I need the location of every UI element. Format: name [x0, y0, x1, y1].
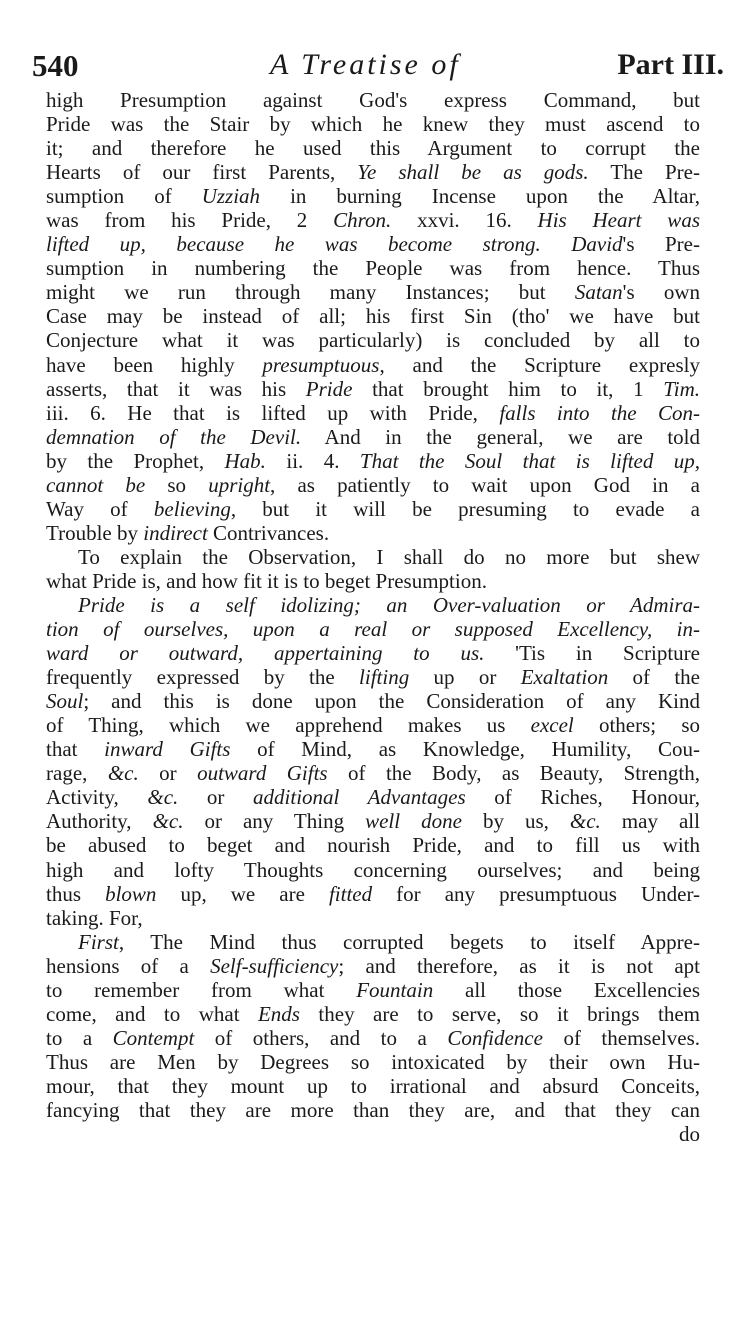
italic-text: Self-sufficiency [210, 953, 339, 978]
italic-text: &c. [147, 785, 179, 810]
italic-text: Chron. [333, 208, 392, 233]
text-span: to a [46, 1025, 113, 1050]
text-line [46, 858, 700, 882]
text-line [46, 88, 700, 112]
italic-text: Tim. [663, 376, 700, 401]
italic-text: Pride [305, 376, 353, 401]
text-span: by us, [461, 809, 570, 834]
part-label: Part III. [617, 48, 724, 81]
text-span: Case may be instead of all; his first Sin (tho' we have but [46, 304, 700, 329]
italic-text: falls into the Con- [499, 400, 701, 425]
text-span: have been highly [46, 352, 263, 377]
italic-text: Satan [574, 280, 623, 305]
text-span: they are to serve, so it brings them [299, 1001, 701, 1026]
text-span: iii. 6. He that is lifted up with Pride, [46, 400, 500, 425]
text-span: hensions of a [46, 953, 211, 978]
italic-text: Ends [257, 1001, 300, 1026]
text-span: And in the general, we are told [301, 424, 701, 449]
text-line [46, 569, 700, 593]
text-span: sumption of [46, 184, 202, 209]
italic-text: demnation of the Devil. [46, 424, 302, 449]
italic-text: Confidence [447, 1025, 543, 1050]
italic-text: believing [153, 496, 231, 521]
italic-text: lifting [359, 665, 410, 690]
text-line [46, 978, 700, 1002]
text-line [46, 593, 700, 617]
text-span: mour, that they mount up to irrational and absurd Conceits, [46, 1073, 700, 1098]
text-span: by the Prophet, [46, 448, 225, 473]
text-span: , and the Scripture expresly [379, 352, 701, 377]
text-line [46, 473, 700, 497]
text-span: of Thing, which we apprehend makes us [46, 713, 531, 738]
text-span: Pride was the Stair by which he knew they must ascend to [46, 112, 700, 137]
text-span: Way of [46, 496, 154, 521]
text-line [46, 713, 700, 737]
text-span: of the [608, 665, 700, 690]
text-line [46, 304, 700, 328]
text-span: may all [600, 809, 700, 834]
text-span: ; and therefore, as it is not apt [338, 953, 700, 978]
text-line [46, 112, 700, 136]
text-line [46, 545, 700, 569]
italic-text: excel [530, 713, 574, 738]
italic-text: cannot be [46, 472, 146, 497]
text-span: thus [46, 881, 106, 906]
text-line [46, 136, 700, 160]
text-span: all those Excellencies [433, 977, 700, 1002]
text-span: others; so [573, 713, 701, 738]
text-span: might we run through many Instances; but [46, 280, 575, 305]
text-span: frequently expressed by the [46, 665, 360, 690]
text-line [46, 906, 700, 930]
text-span: that brought him to it, 1 [352, 376, 664, 401]
italic-text: fitted [328, 881, 373, 906]
text-span: be abused to beget and nourish Pride, and to fill us with [46, 833, 700, 858]
text-line [46, 954, 700, 978]
text-span: in burning Incense upon the Altar, [260, 184, 700, 209]
text-line [46, 761, 700, 785]
text-span: for any presumptuous Under- [372, 881, 701, 906]
text-span: up, we are [156, 881, 329, 906]
body-text [46, 88, 700, 1146]
text-span: 's own [622, 280, 700, 305]
text-line [46, 809, 700, 833]
text-span: asserts, that it was his [46, 376, 306, 401]
text-span: come, and to what [46, 1001, 258, 1026]
italic-text: Soul [46, 689, 84, 714]
text-span: Hearts of our first Parents, [46, 160, 358, 185]
text-span: was from his Pride, 2 [46, 208, 334, 233]
running-header [30, 48, 724, 88]
text-span: 's Pre- [622, 232, 700, 257]
italic-text: Fountain [356, 977, 434, 1002]
text-line [46, 425, 700, 449]
italic-text: well done [365, 809, 462, 834]
text-span: that [46, 737, 105, 762]
italic-text: His Heart was [537, 208, 700, 233]
text-line [46, 833, 700, 857]
italic-text: indirect [143, 520, 208, 545]
text-span: Activity, [46, 785, 148, 810]
italic-text: &c. [107, 761, 139, 786]
text-span: up or [409, 665, 521, 690]
text-span: Contrivances. [207, 520, 330, 545]
text-line [46, 737, 700, 761]
text-line [46, 785, 700, 809]
italic-text: Exaltation [520, 665, 609, 690]
text-span: fancying that they are more than they are, and that they can [46, 1097, 700, 1122]
text-span: of Riches, Honour, [465, 785, 701, 810]
text-span: Trouble by [46, 520, 144, 545]
italic-text: Hab. [224, 448, 266, 473]
text-line [46, 689, 700, 713]
text-line [46, 521, 700, 545]
italic-text: &c. [152, 809, 184, 834]
text-line [46, 184, 700, 208]
text-span: sumption in numbering the People was from hence. Thus [46, 256, 700, 281]
catchword: do [679, 1122, 700, 1147]
italic-text: That the Soul that is lifted up, [359, 448, 701, 473]
text-line [46, 353, 700, 377]
text-line [46, 328, 700, 352]
italic-text: &c. [569, 809, 601, 834]
italic-text: Contempt [112, 1025, 195, 1050]
text-span: , but it will be presuming to evade a [230, 496, 700, 521]
text-line [46, 232, 700, 256]
text-line [46, 1098, 700, 1122]
text-line [46, 497, 700, 521]
text-span: of Mind, as Knowledge, Humility, Cou- [230, 737, 700, 762]
text-span: so [145, 472, 209, 497]
text-line [46, 1050, 700, 1074]
text-span: high and lofty Thoughts concerning ourselves; and being [46, 857, 700, 882]
text-line [46, 1026, 700, 1050]
italic-text: lifted up, because he was become strong. David [46, 232, 623, 257]
italic-text: Ye shall be as gods. [357, 160, 589, 185]
text-span: or [138, 761, 198, 786]
text-span: To explain the Observation, I shall do no more but shew [78, 544, 700, 569]
italic-text: tion of ourselves, upon a real or supposed Excellency, in- [46, 617, 700, 642]
italic-text: Uzziah [201, 184, 261, 209]
italic-text: presumptuous [262, 352, 380, 377]
text-line [46, 280, 700, 304]
text-line [46, 401, 700, 425]
text-line [46, 256, 700, 280]
text-span: high Presumption against God's express Command, but [46, 88, 700, 112]
text-line [46, 208, 700, 232]
italic-text: additional Advantages [253, 785, 466, 810]
text-span: Conjecture what it was particularly) is concluded by all to [46, 328, 700, 353]
italic-text: First [78, 929, 119, 954]
text-line [46, 641, 700, 665]
text-span: ; and this is done upon the Consideration of any Kind [83, 689, 700, 714]
text-span: rage, [46, 761, 108, 786]
italic-text: blown [105, 881, 157, 906]
text-span: of the Body, as Beauty, Strength, [327, 761, 701, 786]
text-span: or any Thing [183, 809, 366, 834]
text-span: , as patiently to wait upon God in a [270, 472, 700, 497]
text-line [46, 377, 700, 401]
page-number: 540 [32, 48, 79, 83]
text-line [46, 449, 700, 473]
text-span: xxvi. 16. [391, 208, 538, 233]
text-line [46, 930, 700, 954]
italic-text: upright [208, 472, 271, 497]
text-span: Thus are Men by Degrees so intoxicated by their own Hu- [46, 1049, 700, 1074]
text-line [46, 160, 700, 184]
text-span: Authority, [46, 809, 153, 834]
text-span: of others, and to a [194, 1025, 448, 1050]
text-line [46, 617, 700, 641]
text-span: 'Tis in Scripture [484, 641, 700, 666]
text-span: ii. 4. [265, 448, 360, 473]
italic-text: ward or outward, appertaining to us. [46, 641, 485, 666]
running-title: A Treatise of [270, 48, 461, 81]
text-span: or [178, 785, 254, 810]
italic-text: Pride is a self idolizing; an Over-valuation or Admira- [78, 592, 700, 617]
text-line [46, 1002, 700, 1026]
text-span: to remember from what [46, 977, 357, 1002]
text-span: it; and therefore he used this Argument to corrupt the [46, 136, 700, 161]
text-span: The Pre- [588, 160, 700, 185]
text-span: of themselves. [542, 1025, 700, 1050]
italic-text: outward Gifts [197, 761, 328, 786]
text-span: , The Mind thus corrupted begets to itself Appre- [118, 929, 700, 954]
text-span: what Pride is, and how fit it is to beget Presumption. [46, 568, 487, 593]
italic-text: inward Gifts [104, 737, 231, 762]
text-span: taking. For, [46, 905, 143, 930]
text-line [46, 882, 700, 906]
text-line [46, 665, 700, 689]
text-line [46, 1074, 700, 1098]
